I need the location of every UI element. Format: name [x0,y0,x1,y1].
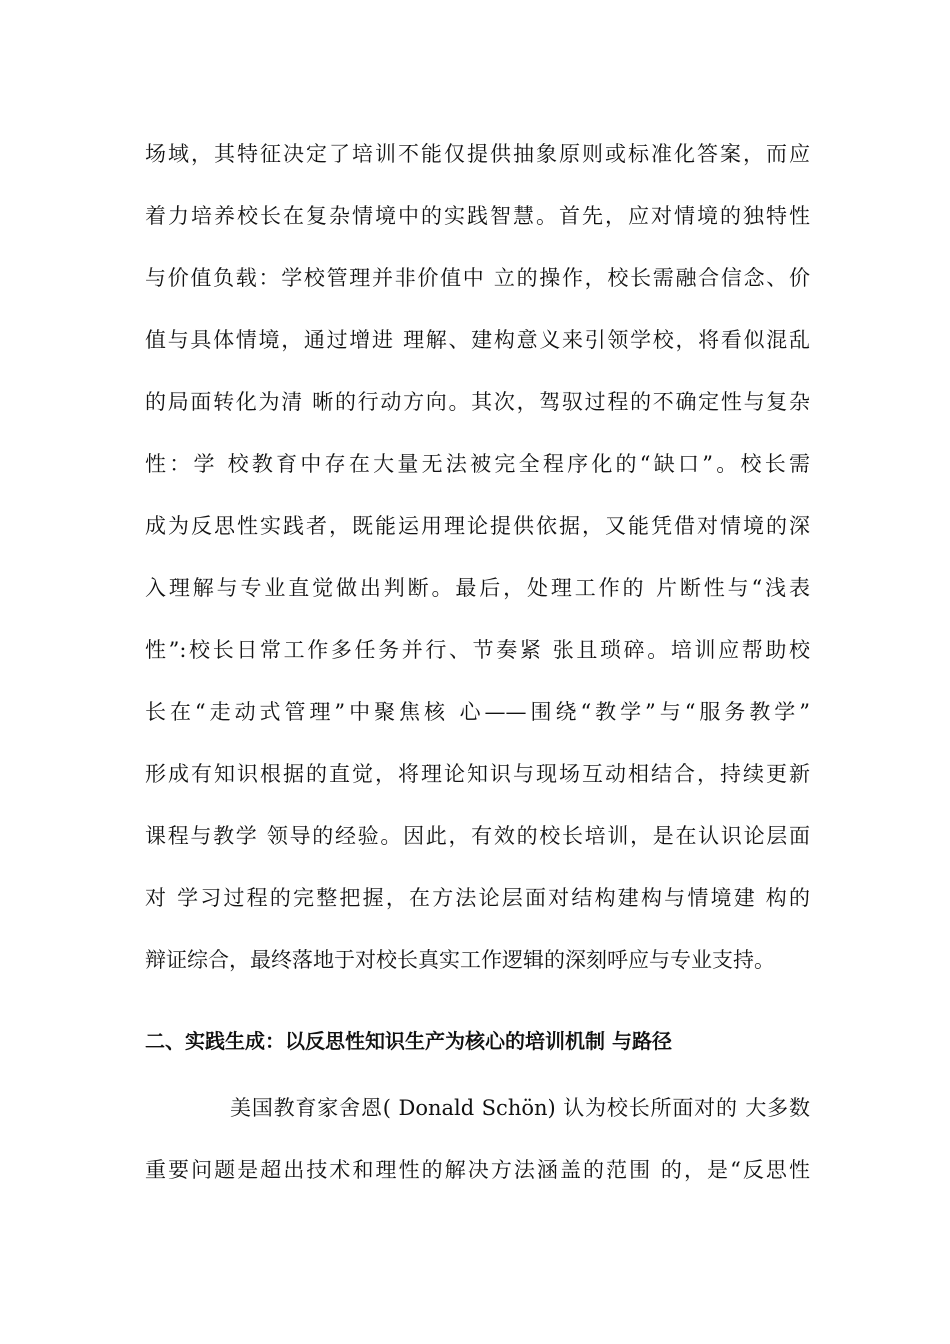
section-heading: 二、实践生成：以反思性知识生产为核心的培训机制 与路径 [145,1029,672,1053]
paragraph-line: 成为反思性实践者，既能运用理论提供依据，又能凭借对情境的深 [145,514,810,538]
paragraph-line: 的局面转化为清 晰的行动方向。其次，驾驭过程的不确定性与复杂 [145,390,810,414]
paragraph-line: 场域，其特征决定了培训不能仅提供抽象原则或标准化答案，而应 [145,142,810,166]
paragraph-line: 着力培养校长在复杂情境中的实践智慧。首先，应对情境的独特性 [145,204,810,228]
paragraph-line: 长在“走动式管理”中聚焦核 心——围绕“教学”与“服务教学” [145,700,810,724]
paragraph-line: 性：学 校教育中存在大量无法被完全程序化的“缺口”。校长需 [145,452,810,476]
paragraph-line: 形成有知识根据的直觉，将理论知识与现场互动相结合，持续更新 [145,762,810,786]
paragraph-line: 与价值负载：学校管理并非价值中 立的操作，校长需融合信念、价 [145,266,810,290]
paragraph-line: 课程与教学 领导的经验。因此，有效的校长培训，是在认识论层面 [145,824,810,848]
paragraph-line: 重要问题是超出技术和理性的解决方法涵盖的范围 的，是“反思性 [145,1158,810,1182]
paragraph-line: 美国教育家舍恩( Donald Schön) 认为校长所面对的 大多数 [230,1096,810,1120]
paragraph-line: 辩证综合，最终落地于对校长真实工作逻辑的深刻呼应与专业支持。 [145,948,775,972]
paragraph-line: 入理解与专业直觉做出判断。最后，处理工作的 片断性与“浅表 [145,576,810,600]
paragraph-line: 值与具体情境，通过增进 理解、建构意义来引领学校，将看似混乱 [145,328,810,352]
paragraph-line: 性”:校长日常工作多任务并行、节奏紧 张且琐碎。培训应帮助校 [145,638,810,662]
paragraph-line: 对 学习过程的完整把握，在方法论层面对结构建构与情境建 构的 [145,886,810,910]
